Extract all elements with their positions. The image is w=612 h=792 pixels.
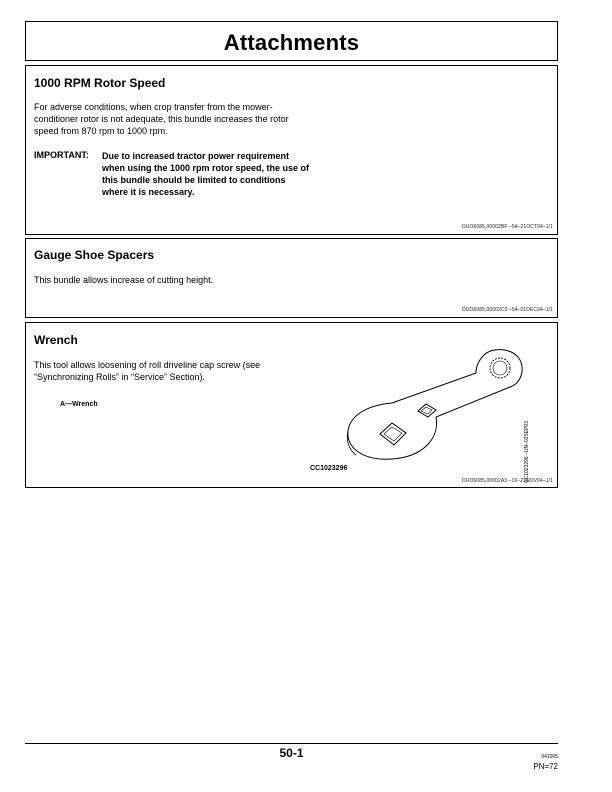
section-gauge-shoe-spacers bbox=[25, 238, 558, 318]
section-body: This tool allows loosening of roll driveline cap screw (see “Synchronizing Rolls” in “Service” Section). bbox=[34, 360, 261, 382]
page-title: Attachments bbox=[223, 30, 360, 55]
section-title: Wrench bbox=[34, 333, 78, 347]
footer-code: 041005 bbox=[541, 754, 558, 760]
section-body: This bundle allows increase of cutting height. bbox=[34, 275, 214, 285]
title-box bbox=[25, 21, 558, 61]
section-title: 1000 RPM Rotor Speed bbox=[34, 76, 166, 90]
section-body: For adverse conditions, when crop transfer from the mower-conditioner rotor is not adequate, this bundle increases the rotor speed from 870 rpm to 1000 rpm. bbox=[34, 102, 289, 136]
footer-rule bbox=[25, 743, 558, 744]
page-id: PN=72 bbox=[533, 762, 558, 771]
reference-code: OUO6085,00002C0 –54–01DEC04–1/1 bbox=[461, 307, 553, 313]
wrench-illustration bbox=[326, 339, 551, 469]
figure-caption: A—Wrench bbox=[60, 401, 98, 408]
important-label: IMPORTANT: bbox=[34, 150, 89, 160]
reference-code: OUO6085,00002BF –54–21OCT04–1/1 bbox=[461, 224, 553, 230]
important-text: Due to increased tractor power requirement when using the 1000 rpm rotor speed, the use of this bundle should be limited to conditions where it is necessary. bbox=[102, 151, 310, 197]
page-number: 50-1 bbox=[279, 746, 304, 760]
section-wrench bbox=[25, 322, 558, 488]
section-rotor-speed bbox=[25, 65, 558, 235]
figure-code: CC1023296 bbox=[310, 465, 348, 472]
reference-code: OUO6085,00002A3 –19–23NOV04–1/1 bbox=[461, 478, 553, 484]
figure-side-code: CC1023296 –UN–03SEP03 bbox=[524, 421, 530, 483]
section-title: Gauge Shoe Spacers bbox=[34, 248, 155, 262]
